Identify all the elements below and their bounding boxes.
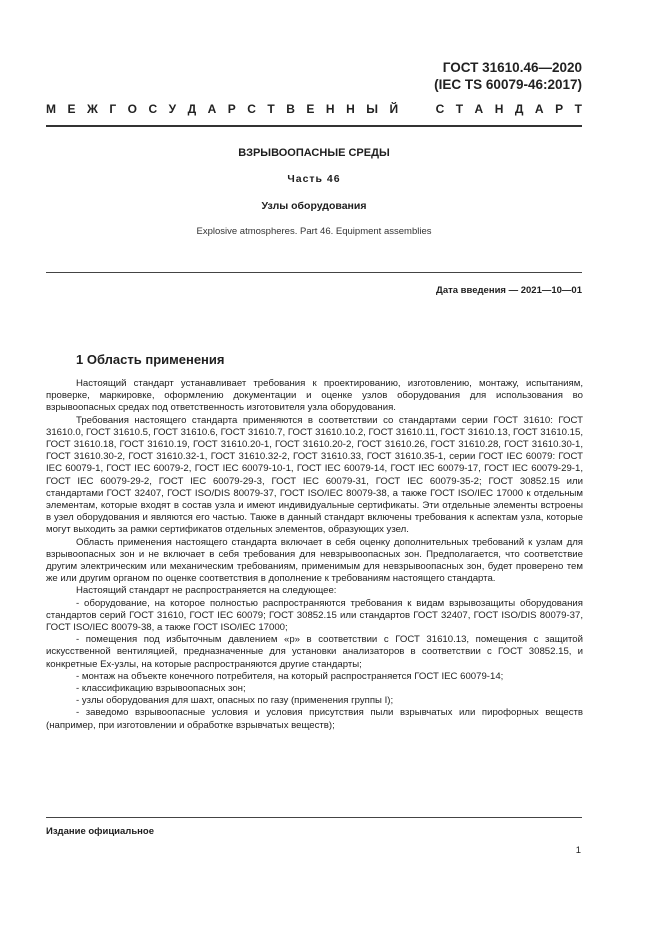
paragraph: Область применения настоящего стандарта включает в себя оценку дополнительных требований к узлам для взрывоопасных зон и не включает в себя требования для невзрывоопасных зон. Предполагается, что соответствие другим электрическим или механическим требованиям, применимым для невзрывоопасных зон, будет проверено тем же или другим органом по оценке соответствия в дополнение к требованиям настоящего стандарта.	[46, 536, 583, 585]
iec-number: (IEC TS 60079-46:2017)	[434, 77, 582, 92]
paragraph: Настоящий стандарт не распространяется на следующее:	[76, 585, 337, 597]
interstate-letter: Е	[306, 102, 315, 116]
footer-divider	[46, 817, 582, 818]
interstate-letter: А	[534, 102, 544, 116]
section-title: 1 Область применения	[76, 352, 225, 367]
official-edition-label: Издание официальное	[46, 826, 154, 837]
list-item: - узлы оборудования для шахт, опасных по газу (применения группы I);	[76, 695, 394, 707]
interstate-letter: Н	[494, 102, 504, 116]
section-body	[46, 378, 583, 732]
interstate-letter: Н	[325, 102, 335, 116]
interstate-letter: Г	[109, 102, 117, 116]
interstate-letter: Ж	[86, 102, 98, 116]
list-item: - заведомо взрывоопасные условия и условия присутствия пыли взрывчатых или пирофорных веществ (например, при изготовлении и обработке взрывчатых веществ);	[46, 707, 583, 731]
interstate-letter: Н	[346, 102, 355, 116]
page-number: 1	[575, 845, 581, 856]
interstate-letter: О	[127, 102, 137, 116]
interstate-letter: С	[247, 102, 256, 116]
header-divider	[46, 125, 582, 127]
paragraph: Требования настоящего стандарта применяются в соответствии со стандартами серии ГОСТ 31610: ГОСТ 31610.0, ГОСТ 31610.5, ГОСТ 31610.6, ГОСТ 31610.7, ГОСТ 31610.10.2, ГОСТ 31610.11, ГОСТ 31610.13, ГОСТ 31610.15, ГОСТ 31610.18, ГОСТ 31610.19, ГОСТ 31610.20-1, ГОСТ 31610.20-2, ГОСТ 31610.26, ГОСТ 31610.28, ГОСТ 31610.30-1, ГОСТ 31610.30-2, ГОСТ 31610.32-1, ГОСТ 31610.32-2, ГОСТ 31610.33, ГОСТ 31610.35-1, серии ГОСТ IEC 60079: ГОСТ IEC 60079-1, ГОСТ IEC 60079-2, ГОСТ IEC 60079-10-1, ГОСТ IEC 60079-14, ГОСТ IEC 60079-17, ГОСТ IEC 60079-29-1, ГОСТ IEC 60079-29-2, ГОСТ IEC 60079-29-3, ГОСТ IEC 60079-31, ГОСТ IEC 60079-35-2; ГОСТ 30852.15 или стандартами ГОСТ 32407, ГОСТ ISO/DIS 80079-37, ГОСТ ISO/IEC 80079-38, а также ГОСТ ISO/IEC 17000 к отдельным элементам, которые входят в состав узла и имеют индивидуальные сертификаты. Эти отдельные элементы встроены в узел оборудования и являются его частью. Также в данный стандарт включены требования к аспектам узла, которые могут выходить за рамки сертификатов отдельных элементов, образующих узел.	[46, 414, 583, 536]
interstate-letter: С	[148, 102, 158, 116]
interstate-standard-heading	[46, 102, 582, 116]
interstate-letter: Е	[67, 102, 76, 116]
interstate-letter: Р	[555, 102, 564, 116]
introduction-date: Дата введения — 2021—10—01	[436, 285, 582, 296]
interstate-letter: А	[474, 102, 484, 116]
doc-english-title: Explosive atmospheres. Part 46. Equipment assemblies	[196, 226, 432, 237]
interstate-letter: Т	[455, 102, 464, 116]
document-code	[434, 59, 582, 93]
gost-number: ГОСТ 31610.46—2020	[442, 60, 582, 75]
list-item: - оборудование, на которое полностью распространяются требования к видам взрывозащиты оборудования стандартов серий ГОСТ 31610, ГОСТ IEC 60079; ГОСТ 30852.15 или стандартов ГОСТ 32407, ГОСТ ISO/DIS 80079-37, ГОСТ ISO/IEC 80079-38, а также ГОСТ ISO/IEC 17000;	[46, 597, 583, 634]
interstate-letter: С	[435, 102, 445, 116]
title-divider	[46, 272, 582, 273]
interstate-letter: Ы	[366, 102, 378, 116]
interstate-letter: Й	[389, 102, 399, 116]
interstate-letter: Т	[574, 102, 582, 116]
interstate-letter: Р	[227, 102, 236, 116]
interstate-letter: Д	[187, 102, 197, 116]
doc-part: Часть 46	[287, 173, 341, 185]
interstate-letter: В	[286, 102, 295, 116]
paragraph: Настоящий стандарт устанавливает требования к проектированию, изготовлению, монтажу, испытаниям, проверке, маркировке, оформлению документации и оценке узлов оборудования для использования во взрывоопасных средах под ответственность изготовителя узла оборудования.	[46, 378, 583, 414]
interstate-letter: А	[207, 102, 217, 116]
interstate-letter: Т	[267, 102, 275, 116]
list-item: - помещения под избыточным давлением «р» в соответствии с ГОСТ 31610.13, помещения с защитой искусственной вентиляцией, предназначенные для установки анализаторов в соответствии с ГОСТ 30852.15, и конкретные Ex-узлы, на которые распространяются другие стандарты;	[46, 634, 583, 670]
doc-title: ВЗРЫВООПАСНЫЕ СРЕДЫ	[238, 147, 390, 159]
list-item: - монтаж на объекте конечного потребителя, на который распространяется ГОСТ IEC 60079-14;	[76, 670, 504, 682]
interstate-letter: Д	[514, 102, 524, 116]
interstate-letter: М	[46, 102, 56, 116]
doc-subtitle: Узлы оборудования	[261, 200, 367, 212]
interstate-letter: У	[168, 102, 177, 116]
list-item: - классификацию взрывоопасных зон;	[76, 683, 246, 695]
